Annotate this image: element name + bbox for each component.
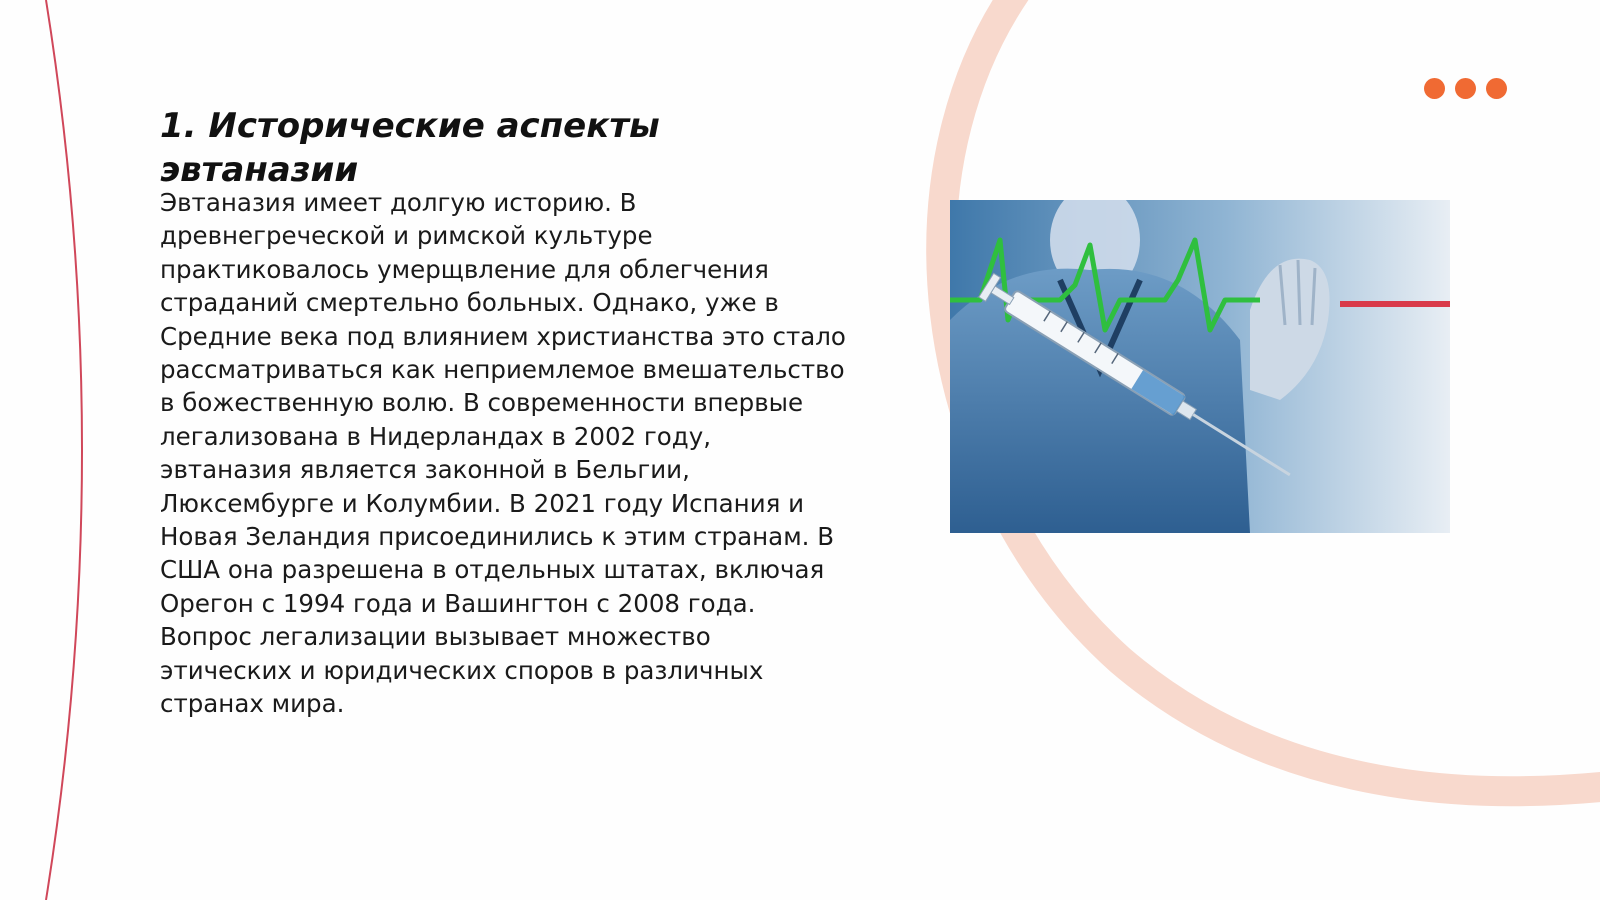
left-border-line — [46, 0, 82, 900]
menu-dot — [1455, 78, 1476, 99]
slide-body-text: Эвтаназия имеет долгую историю. В древнегреческой и римской культуре практиковалось умерщвление для облегчения страданий смертельно больных. Однако, уже в Средние века под влиянием христианства это стало рассматриваться как неприемлемое вмешательство в божественную волю. В современности впервые легализована в Нидерландах в 2002 году, эвтаназия является законной в Бельгии, Люксембурге и Колумбии. В 2021 году Испания и Новая Зеландия присоединились к этим странам. В США она разрешена в отдельных штатах, включая Орегон с 1994 года и Вашингтон с 2008 года. Вопрос легализации вызывает множество этических и юридических споров в различных странах мира. — [160, 188, 846, 719]
slide-title: 1. Исторические аспекты эвтаназии — [160, 106, 660, 190]
menu-dot — [1486, 78, 1507, 99]
menu-dot — [1424, 78, 1445, 99]
syringe-photo — [950, 200, 1450, 533]
more-dots-icon[interactable] — [1424, 78, 1507, 99]
